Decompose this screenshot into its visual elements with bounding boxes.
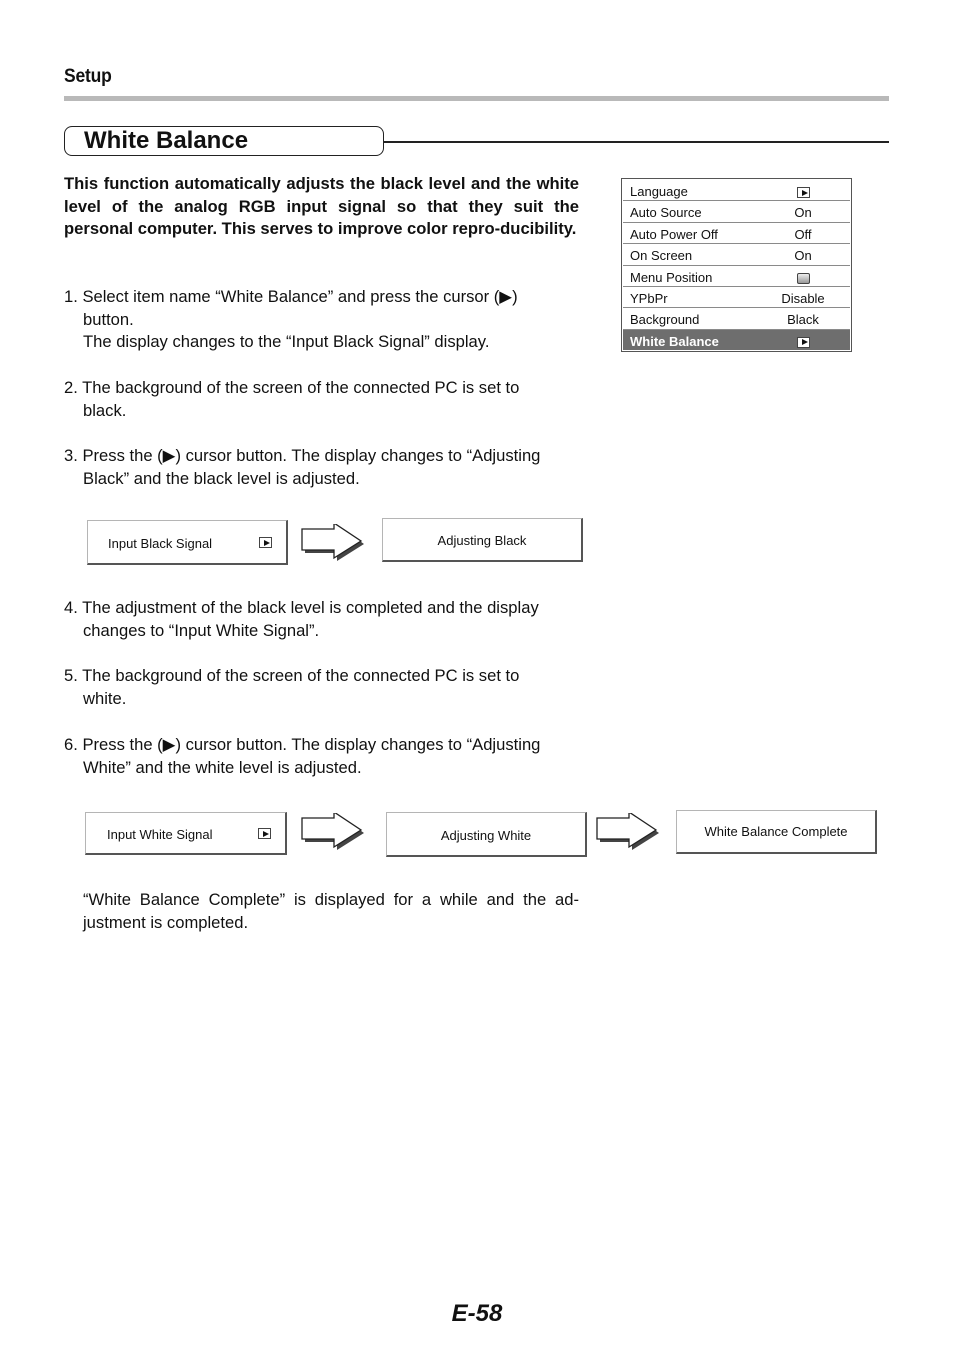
menu-item-value: On [794,205,812,221]
menu-item-on-screen[interactable] [623,244,850,265]
step-1-cont: The display changes to the “Input Black Signal” display. [83,332,490,352]
arrow-right-icon [797,337,810,348]
step-2-cont: black. [83,400,127,420]
menu-item-value [778,334,828,349]
page-title: White Balance [84,127,249,154]
flow-arrow-icon [301,813,367,851]
menu-item-label: Background [630,312,700,328]
menu-item-label: Menu Position [630,269,713,285]
menu-item-auto-power-off[interactable] [623,223,850,244]
step-2-text: 2. The background of the screen of the connected PC is set to [64,378,520,397]
menu-item-white-balance[interactable] [623,330,850,350]
step-5 [64,665,579,710]
osd-input-white-signal [85,812,287,855]
step-1 [64,286,579,354]
title-rule [384,141,889,143]
page-number: E-58 [451,1300,503,1327]
arrow-right-icon [259,537,272,548]
menu-item-auto-source[interactable] [623,201,850,222]
osd-input-black-signal [87,520,288,565]
menu-item-value: Disable [781,290,825,306]
step-2 [64,377,579,422]
step-5-cont: white. [83,688,127,708]
menu-item-background[interactable] [623,308,850,329]
step-4-cont: changes to “Input White Signal”. [83,620,320,640]
menu-item-value: Black [787,312,819,328]
flow-arrow-icon [301,524,367,562]
step-3 [64,445,579,490]
menu-item-label: White Balance [630,333,719,349]
arrow-right-icon [258,828,271,839]
arrow-right-icon [797,187,810,198]
menu-item-value: Off [794,226,812,242]
menu-item-ypbpr[interactable] [623,287,850,308]
osd-label: Adjusting Black [437,533,527,548]
menu-item-label: Auto Power Off [630,226,718,242]
setup-menu [621,178,852,352]
osd-label: Adjusting White [440,828,532,843]
osd-adjusting-black [382,518,583,562]
menu-item-value [778,184,828,199]
menu-item-language[interactable] [623,180,850,201]
section-label: Setup [64,66,112,87]
completion-note: “White Balance Complete” is displayed for a while and the ad-justment is completed. [83,890,579,932]
menu-item-label: On Screen [630,248,693,264]
step-3-text: 3. Press the (▶) cursor button. The display changes to “Adjusting [64,446,541,465]
osd-label: Input Black Signal [108,536,213,551]
step-3-cont: Black” and the black level is adjusted. [83,468,360,488]
menu-item-value: On [794,248,812,264]
step-5-text: 5. The background of the screen of the connected PC is set to [64,666,520,685]
flow-arrow-icon [596,813,662,851]
step-4 [64,597,579,642]
step-6-cont: White” and the white level is adjusted. [83,757,362,777]
intro-paragraph: This function automatically adjusts the black level and the white level of the analog RGB input signal so that they suit the personal computer. This serves to improve color repro-ducibility. [64,174,579,239]
osd-label: White Balance Complete [704,824,848,839]
osd-white-balance-complete [676,810,877,854]
menu-item-value [778,270,828,285]
step-6-text: 6. Press the (▶) cursor button. The display changes to “Adjusting [64,735,541,754]
step-1-cont: button. [83,309,134,329]
menu-item-menu-position[interactable] [623,266,850,287]
step-6 [64,734,579,779]
menu-item-label: Language [630,184,688,199]
header-rule [64,96,889,101]
step-1-text: 1. Select item name “White Balance” and press the cursor (▶) [64,287,518,306]
step-4-text: 4. The adjustment of the black level is completed and the display [64,598,539,617]
osd-label: Input White Signal [107,827,213,842]
menu-item-label: YPbPr [630,290,668,306]
menu-item-label: Auto Source [630,205,702,221]
osd-adjusting-white [386,812,587,857]
position-icon [797,273,810,284]
